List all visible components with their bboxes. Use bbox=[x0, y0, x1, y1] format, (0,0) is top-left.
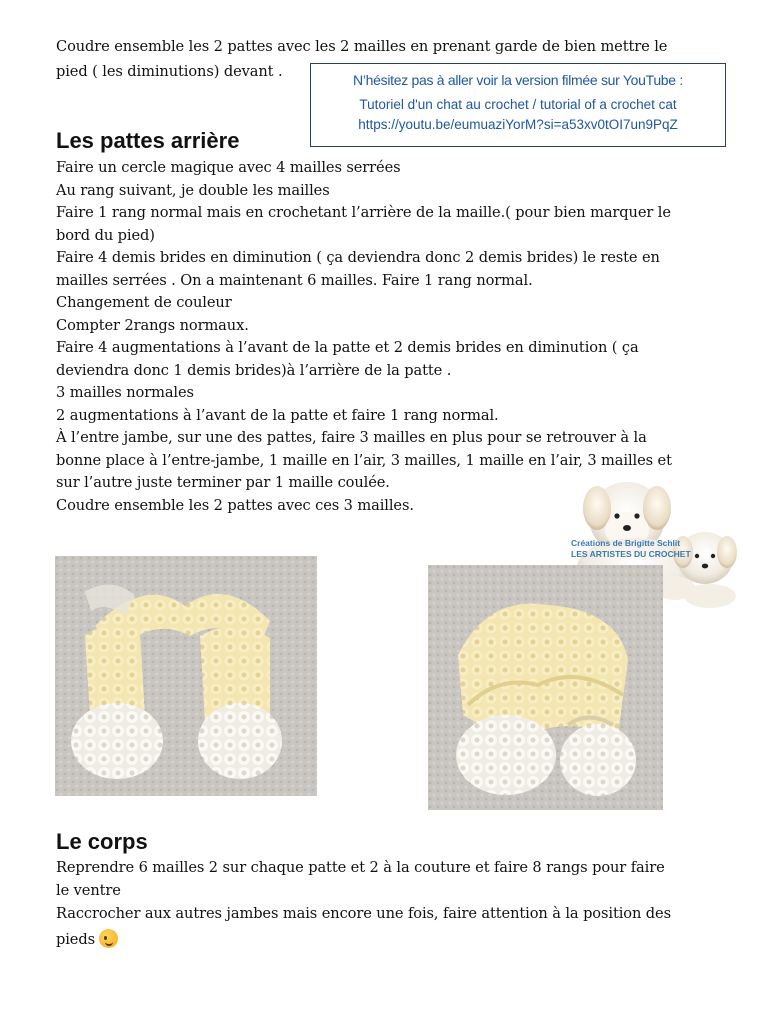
watermark-line-1: Créations de Brigitte Schlit bbox=[571, 538, 681, 548]
back-legs-line-1: Faire un cercle magique avec 4 mailles serrées bbox=[56, 159, 401, 176]
back-legs-line-10: deviendra donc 1 demis brides)à l’arrière de la patte . bbox=[56, 362, 452, 379]
photo-legs-side bbox=[428, 565, 663, 810]
heading-back-legs: Les pattes arrière bbox=[56, 128, 240, 153]
back-legs-line-12: 2 augmentations à l’avant de la patte et faire 1 rang normal. bbox=[56, 407, 499, 424]
back-legs-line-13: À l’entre jambe, sur une des pattes, faire 3 mailles en plus pour se retrouver à la bbox=[56, 429, 647, 446]
back-legs-line-14: bonne place à l’entre-jambe, 1 maille en l’air, 3 mailles, 1 maille en l’air, 3 mailles et bbox=[56, 452, 672, 469]
back-legs-line-7: Changement de couleur bbox=[56, 294, 232, 311]
body-line-4: pieds bbox=[56, 931, 95, 948]
body-line-3: Raccrocher aux autres jambes mais encore une fois, faire attention à la position des bbox=[56, 905, 671, 922]
back-legs-line-15: sur l’autre juste terminer par 1 maille coulée. bbox=[56, 474, 390, 491]
body-line-4-wrapper bbox=[56, 929, 118, 951]
heading-body: Le corps bbox=[56, 829, 148, 854]
back-legs-line-3: Faire 1 rang normal mais en crochetant l’arrière de la maille.( pour bien marquer le bbox=[56, 204, 671, 221]
back-legs-line-5: Faire 4 demis brides en diminution ( ça deviendra donc 2 demis brides) le reste en bbox=[56, 249, 660, 266]
back-legs-line-6: mailles serrées . On a maintenant 6 mailles. Faire 1 rang normal. bbox=[56, 272, 533, 289]
youtube-link[interactable]: https://youtu.be/eumuaziYorM?si=a53xv0tOI7un9PqZ bbox=[358, 117, 678, 132]
photo-legs-front bbox=[55, 556, 317, 796]
youtube-callout-subtitle: Tutoriel d'un chat au crochet / tutorial of a crochet cat bbox=[359, 97, 677, 112]
watermark-line-2: LES ARTISTES DU CROCHET bbox=[571, 549, 691, 559]
back-legs-line-9: Faire 4 augmentations à l’avant de la patte et 2 demis brides en diminution ( ça bbox=[56, 339, 639, 356]
back-legs-line-4: bord du pied) bbox=[56, 227, 155, 244]
intro-line-2: pied ( les diminutions) devant . bbox=[56, 63, 283, 80]
body-line-1: Reprendre 6 mailles 2 sur chaque patte et 2 à la couture et faire 8 rangs pour faire bbox=[56, 859, 665, 876]
back-legs-line-8: Compter 2rangs normaux. bbox=[56, 317, 249, 334]
back-legs-line-11: 3 mailles normales bbox=[56, 384, 194, 401]
back-legs-line-2: Au rang suivant, je double les mailles bbox=[56, 182, 330, 199]
winking-face-icon bbox=[99, 929, 118, 948]
intro-line-1: Coudre ensemble les 2 pattes avec les 2 mailles en prenant garde de bien mettre le bbox=[56, 38, 668, 55]
body-line-2: le ventre bbox=[56, 882, 121, 899]
youtube-callout-title: N’hésitez pas à aller voir la version filmée sur YouTube : bbox=[353, 72, 683, 88]
back-legs-line-16: Coudre ensemble les 2 pattes avec ces 3 mailles. bbox=[56, 497, 414, 514]
youtube-callout bbox=[310, 63, 726, 147]
